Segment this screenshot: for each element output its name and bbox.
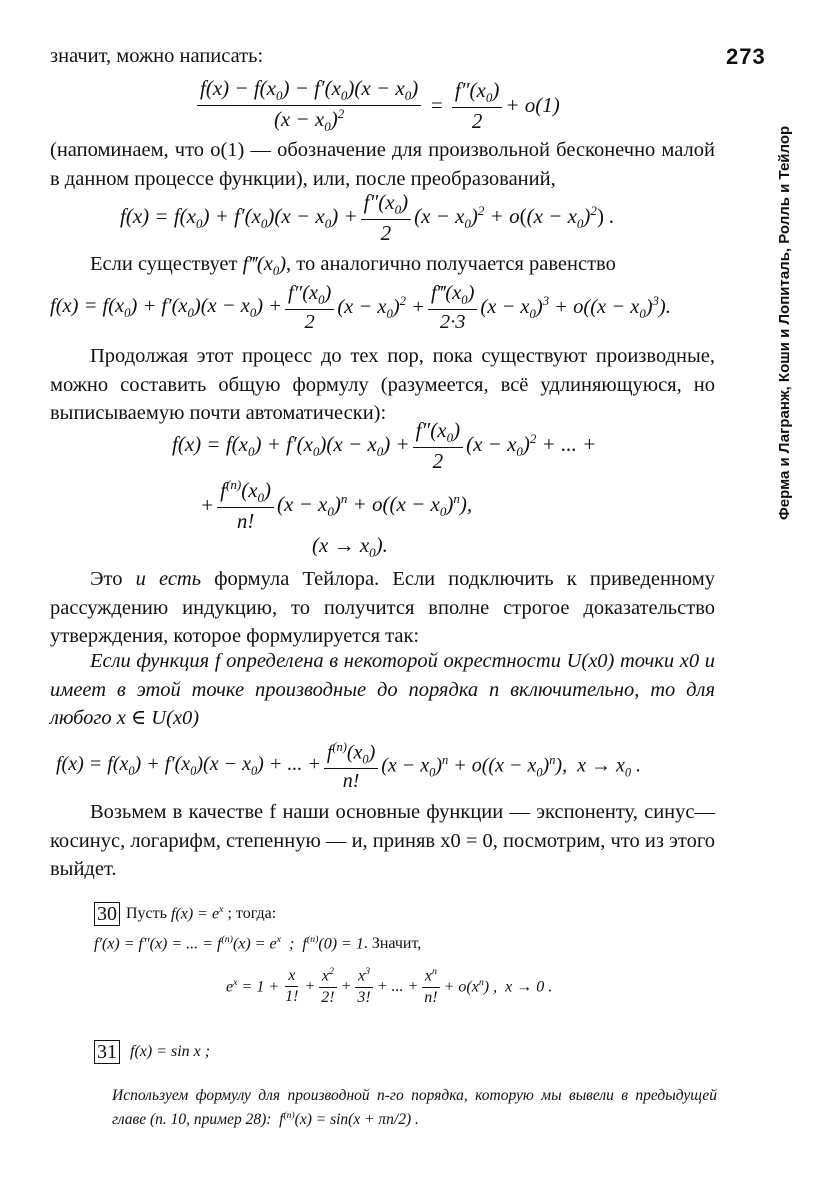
equation-second-order: $f(x) = f(x_0) + f'(x_0)(x - x_0)$ + $\frac{f''(x_0)}{2}$ $(x - x_0)^2 + o((x - x_0)^2)$ . <box>120 190 615 246</box>
paragraph-o-note: (напоминаем, что o(1) — обозначение для произвольной бесконечно малой в данном процессе функции), или, после преобразований, <box>50 139 715 190</box>
equation-theorem: $f(x) = f(x_0) + f'(x_0)(x - x_0)$ + ... + $\frac{f^{(n)}(x_0)}{n!}$ $(x - x_0)^n + o((x - x_0)^n)$, $x \to x_0$ . <box>56 740 642 792</box>
paragraph-third-derivative: Если существует $f‴(x_0)$, то аналогично получается равенство <box>90 253 616 279</box>
example-31-header: 31 f(x) = sin x ; <box>94 1040 210 1064</box>
example-30-series: $e^x = 1$ + $\frac{x}{1!}$ + $\frac{x^2}{2!}$ + $\frac{x^3}{3!}$ + ... + $\frac{x^n}{n!}$ + $o(x^n)$ , x → 0 . <box>226 966 553 1006</box>
paragraph-intro: значит, можно написать: <box>50 45 264 67</box>
paragraph-examples: Возьмем в качестве f наши основные функции — экспоненту, синус—косинус, логарифм, степенную — и, приняв x0 = 0, посмотрим, что из этого выйдет. <box>50 801 715 880</box>
example-number-31: 31 <box>94 1040 120 1064</box>
equation-third-order: $f(x) = f(x_0) + f'(x_0)(x - x_0)$ + $\frac{f''(x_0)}{2}$ $(x - x_0)^2$ + $\frac{f‴(x_0)}{2\cdot 3}$ $(x - x_0)^3 + o((x - x_0)^3)$. <box>50 282 671 333</box>
theorem-statement: Если функция f определена в некоторой окрестности U(x0) точки x0 и имеет в этой точке производные до порядка n включительно, то для любого x ∈ U(x0) <box>50 650 715 729</box>
paragraph-taylor: Это и есть формула Тейлора. Если подключить к приведенному рассуждению индукцию, то получится вполне строгое доказательство утверждения, которое формулируется так: <box>50 568 715 647</box>
example-30-derivatives: f′(x) = f″(x) = ... = $f^{(n)}(x) = e^x$ ; $f^{(n)}(0) = 1$ . Значит, <box>94 934 422 953</box>
equation-taylor-line2: + $\frac{f^{(n)}(x_0)}{n!}$ $(x - x_0)^n + o((x - x_0)^n)$, <box>200 477 473 534</box>
example-number-30: 30 <box>94 902 120 926</box>
example-31-note: Используем формулу для производной n-го порядка, которую мы вывели в предыдущей главе (п. 10, пример 28): $f^{(n)}(x) = \sin(x + \pi n/2)$ . <box>112 1087 717 1128</box>
running-head: Ферма и Лагранж, Коши и Лопиталь, Ролль и Тейлор <box>776 125 793 520</box>
example-30-header: 30 Пусть $f(x) = e^x$ ; тогда: <box>94 902 276 926</box>
paragraph-general: Продолжая этот процесс до тех пор, пока существуют производные, можно составить общую формулу (разумеется, всё удлиняющуюся, но выписываемую почти автоматически): <box>50 345 715 424</box>
equation-limit: $\frac{f(x) - f(x_0) - f'(x_0)(x - x_0)}{(x - x_0)^2}$ = $\frac{f''(x_0)}{2}$ + o(1) <box>194 76 560 135</box>
equation-taylor-limit: $(x \to x_0)$. <box>312 533 388 561</box>
equation-taylor-line1: $f(x) = f(x_0) + f'(x_0)(x - x_0)$ + $\frac{f''(x_0)}{2}$ $(x - x_0)^2$ + ... + <box>172 418 597 474</box>
page-number: 273 <box>726 44 766 69</box>
